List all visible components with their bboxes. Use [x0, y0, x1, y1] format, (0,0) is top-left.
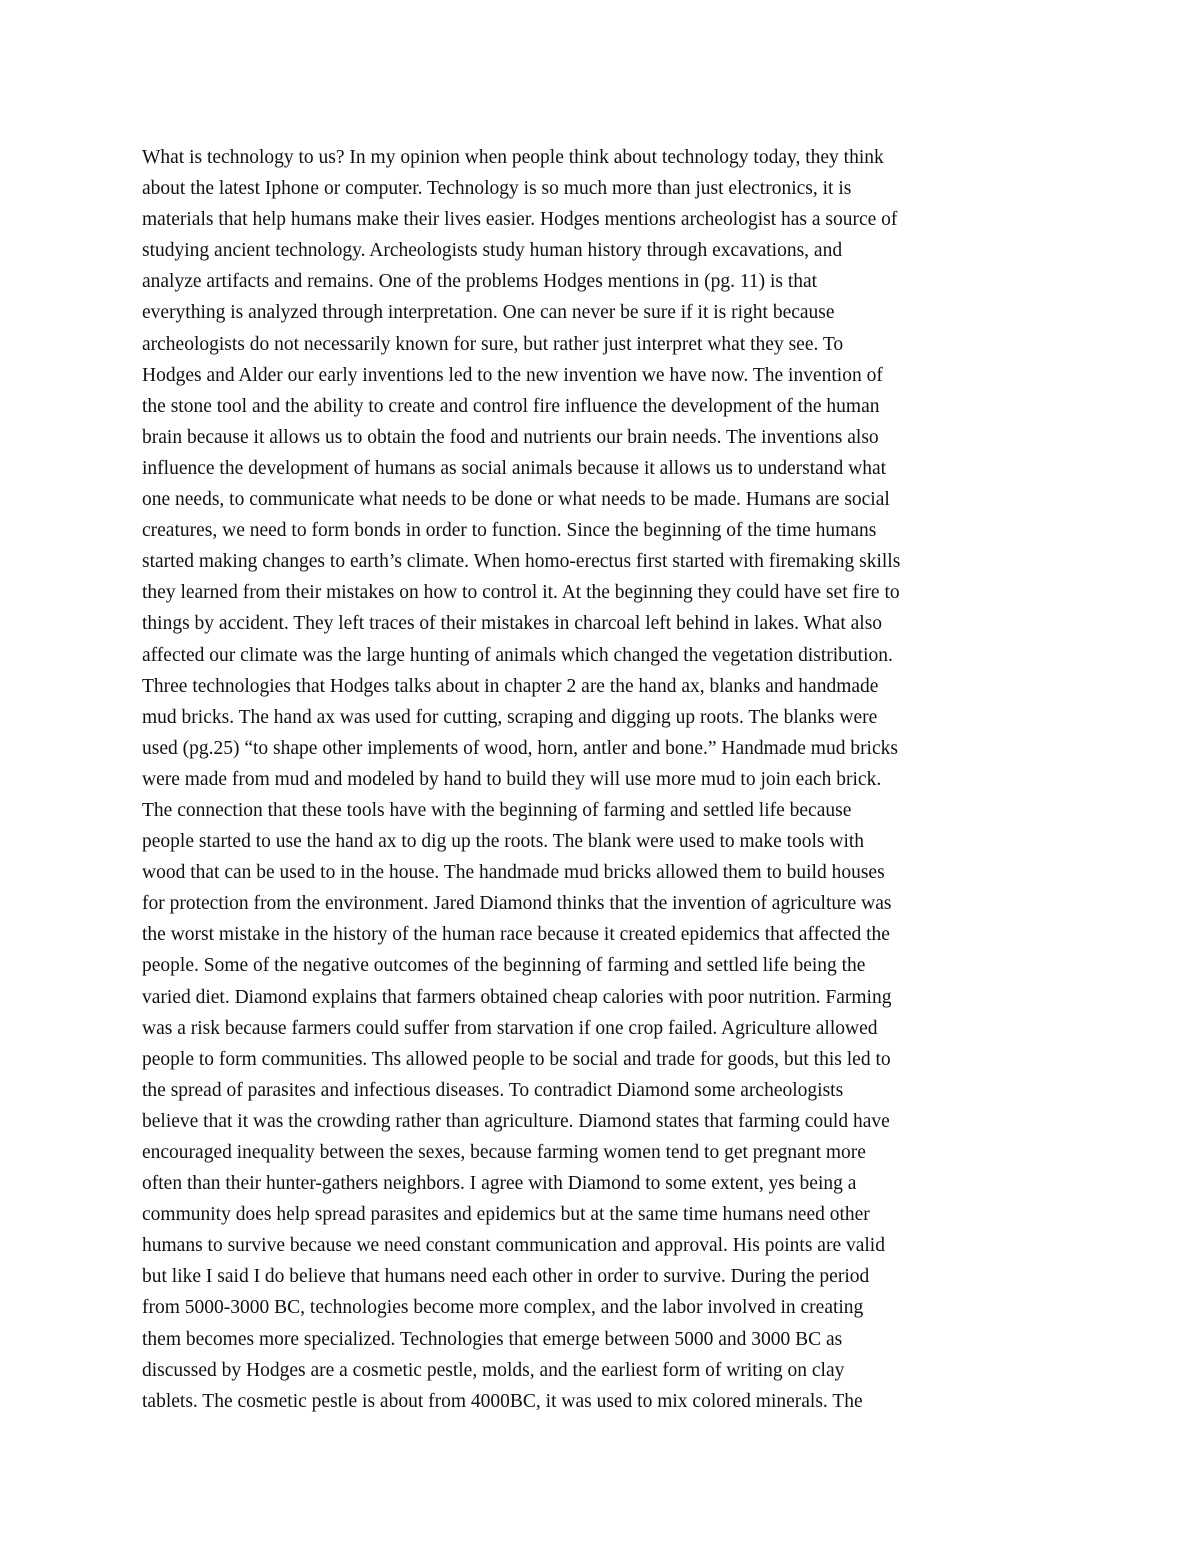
text-line: started making changes to earth’s climate. When homo-erectus first started with firemaking skills — [142, 551, 901, 573]
text-line: affected our climate was the large hunting of animals which changed the vegetation distribution. — [142, 644, 893, 666]
essay-paragraph — [142, 142, 1062, 1417]
text-line: encouraged inequality between the sexes, because farming women tend to get pregnant more — [142, 1142, 866, 1163]
text-line: believe that it was the crowding rather than agriculture. Diamond states that farming could have — [142, 1110, 890, 1132]
text-line: varied diet. Diamond explains that farmers obtained cheap calories with poor nutrition. Farming — [142, 986, 892, 1008]
text-line: everything is analyzed through interpretation. One can never be sure if it is right because — [142, 302, 835, 324]
text-line: often than their hunter-gathers neighbors. I agree with Diamond to some extent, yes being a — [142, 1173, 857, 1195]
text-line: people started to use the hand ax to dig up the roots. The blank were used to make tools with — [142, 831, 865, 853]
text-line: mud bricks. The hand ax was used for cutting, scraping and digging up roots. The blanks were — [142, 706, 878, 728]
text-line: but like I said I do believe that humans need each other in order to survive. During the period — [142, 1266, 870, 1288]
text-line: Hodges and Alder our early inventions led to the new invention we have now. The invention of — [142, 364, 883, 386]
text-line: the worst mistake in the history of the human race because it created epidemics that affected the — [142, 924, 890, 946]
text-line: were made from mud and modeled by hand to build they will use more mud to join each brick. — [142, 768, 882, 790]
text-line: creatures, we need to form bonds in order to function. Since the beginning of the time humans — [142, 520, 877, 542]
text-line: about the latest Iphone or computer. Technology is so much more than just electronics, it is — [142, 178, 852, 200]
text-line: for protection from the environment. Jared Diamond thinks that the invention of agriculture was — [142, 893, 892, 915]
text-line: community does help spread parasites and epidemics but at the same time humans need other — [142, 1204, 870, 1226]
text-line: Three technologies that Hodges talks about in chapter 2 are the hand ax, blanks and handmade — [142, 675, 879, 697]
text-line: the spread of parasites and infectious diseases. To contradict Diamond some archeologists — [142, 1079, 844, 1101]
text-line: the stone tool and the ability to create and control fire influence the development of the human — [142, 395, 880, 417]
text-line: from 5000-3000 BC, technologies become more complex, and the labor involved in creating — [142, 1297, 864, 1319]
text-line: analyze artifacts and remains. One of the problems Hodges mentions in (pg. 11) is that — [142, 271, 818, 293]
text-line: one needs, to communicate what needs to be done or what needs to be made. Humans are social — [142, 489, 890, 511]
text-line: people to form communities. Ths allowed people to be social and trade for goods, but this led to — [142, 1048, 891, 1070]
text-line: people. Some of the negative outcomes of the beginning of farming and settled life being the — [142, 955, 866, 977]
text-line: humans to survive because we need constant communication and approval. His points are valid — [142, 1235, 885, 1257]
text-line: discussed by Hodges are a cosmetic pestle, molds, and the earliest form of writing on clay — [142, 1359, 845, 1381]
text-line: influence the development of humans as social animals because it allows us to understand what — [142, 457, 887, 479]
text-line: was a risk because farmers could suffer from starvation if one crop failed. Agriculture allowed — [142, 1017, 878, 1039]
text-line: The connection that these tools have with the beginning of farming and settled life because — [142, 799, 852, 821]
text-line: they learned from their mistakes on how to control it. At the beginning they could have set fire to — [142, 582, 900, 604]
text-line: materials that help humans make their lives easier. Hodges mentions archeologist has a source of — [142, 209, 898, 231]
text-line: them becomes more specialized. Technologies that emerge between 5000 and 3000 BC as — [142, 1328, 843, 1350]
text-line: used (pg.25) “to shape other implements of wood, horn, antler and bone.” Handmade mud bricks — [142, 737, 898, 759]
text-line: studying ancient technology. Archeologists study human history through excavations, and — [142, 240, 843, 262]
text-line: brain because it allows us to obtain the food and nutrients our brain needs. The inventions also — [142, 426, 879, 448]
text-line: things by accident. They left traces of their mistakes in charcoal left behind in lakes. What also — [142, 613, 883, 635]
text-line: tablets. The cosmetic pestle is about from 4000BC, it was used to mix colored minerals. The — [142, 1390, 863, 1412]
text-line: What is technology to us? In my opinion when people think about technology today, they think — [142, 147, 884, 168]
text-line: archeologists do not necessarily known for sure, but rather just interpret what they see. To — [142, 333, 844, 355]
text-line: wood that can be used to in the house. The handmade mud bricks allowed them to build houses — [142, 862, 885, 884]
